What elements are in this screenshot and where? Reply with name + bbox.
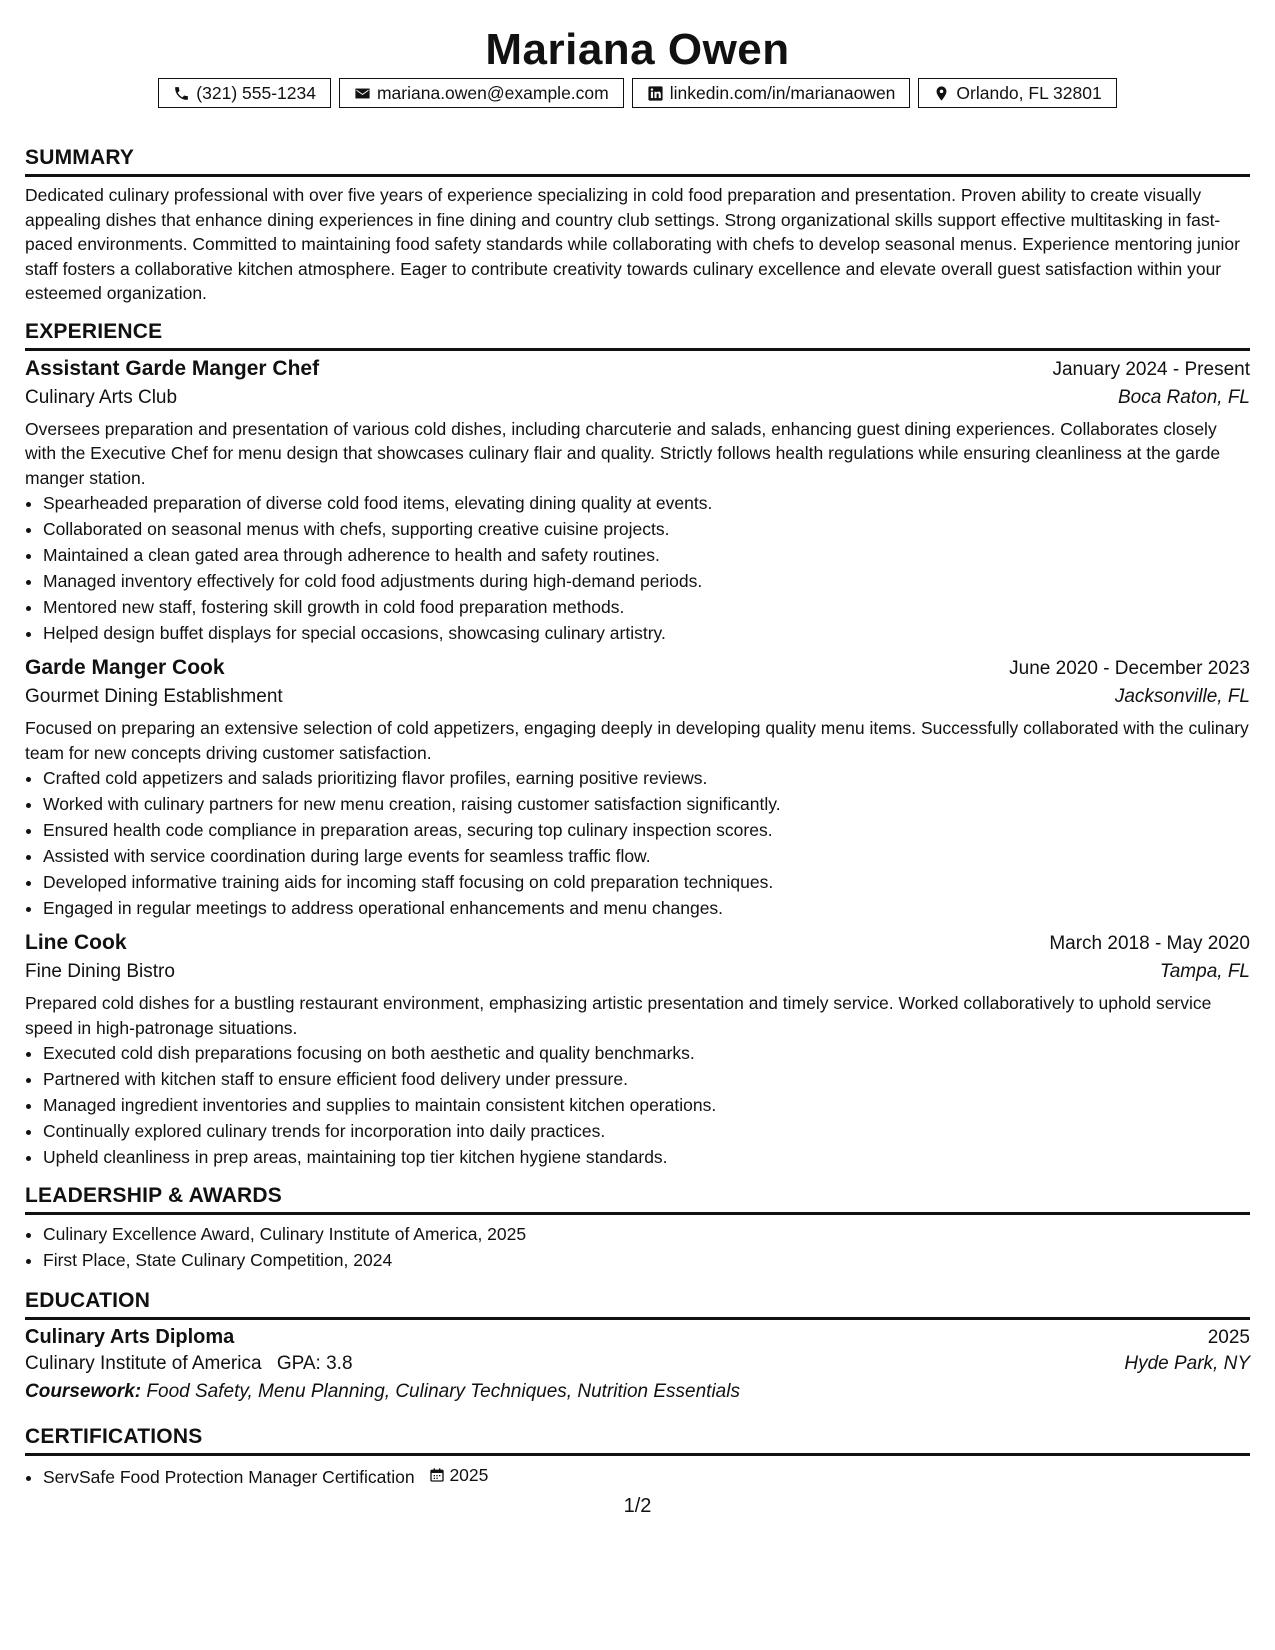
graduation-year: 2025 bbox=[1207, 1327, 1250, 1348]
job-location: Tampa, FL bbox=[1159, 961, 1250, 982]
job-description: Focused on preparing an extensive selection of cold appetizers, engaging deeply in developing quality menu items. Successfully collaborated with the culinary team for new concepts driving customer satisfaction. bbox=[25, 718, 1249, 763]
list-item: • Collaborated on seasonal menus with chefs, supporting creative cuisine projects. bbox=[43, 516, 1250, 542]
page-number: 1/2 bbox=[623, 1495, 652, 1517]
list-item: • Upheld cleanliness in prep areas, maintaining top tier kitchen hygiene standards. bbox=[43, 1144, 1250, 1170]
section-title-experience: EXPERIENCE bbox=[25, 320, 1250, 351]
job-location: Jacksonville, FL bbox=[1114, 686, 1250, 707]
school-location: Hyde Park, NY bbox=[1124, 1353, 1250, 1374]
summary-text: Dedicated culinary professional with over five years of experience specializing in cold food preparation and presentation. Proven ability to create visually appealing dishes that enhance dining experiences in fine dining and country club settings. Strong organizational skills support effective multitasking in fast-paced environments. Committed to maintaining food safety standards while collaborating with chefs to develop seasonal menus. Experience mentoring junior staff fosters a collaborative kitchen atmosphere. Eager to contribute creativity towards culinary excellence and elevate overall guest satisfaction within your esteemed organization. bbox=[25, 185, 1240, 303]
contact-bar bbox=[25, 78, 1250, 108]
award-list bbox=[25, 1221, 1250, 1273]
list-item: • Worked with culinary partners for new menu creation, raising customer satisfaction significantly. bbox=[43, 791, 1250, 817]
list-item: • Mentored new staff, fostering skill growth in cold food preparation methods. bbox=[43, 594, 1250, 620]
job-bullets bbox=[25, 490, 1250, 646]
job-org: Culinary Arts Club bbox=[25, 386, 178, 408]
job-entry bbox=[25, 656, 1250, 921]
phone-chip[interactable] bbox=[158, 78, 331, 108]
certification-year: 2025 bbox=[449, 1465, 489, 1485]
job-title: Assistant Garde Manger Chef bbox=[25, 356, 320, 380]
location-text: Orlando, FL 32801 bbox=[956, 82, 1102, 103]
coursework-list: Food Safety, Menu Planning, Culinary Techniques, Nutrition Essentials bbox=[146, 1381, 740, 1402]
map-pin-icon bbox=[933, 85, 950, 102]
experience-section bbox=[25, 320, 1250, 1171]
job-dates: June 2020 - December 2023 bbox=[1009, 658, 1250, 679]
phone-icon bbox=[173, 85, 190, 102]
linkedin-text: linkedin.com/in/marianaowen bbox=[669, 82, 896, 103]
section-title-education: EDUCATION bbox=[25, 1289, 1250, 1320]
list-item: • Assisted with service coordination during large events for seamless traffic flow. bbox=[43, 843, 1250, 869]
list-item: • Developed informative training aids for incoming staff focusing on cold preparation techniques. bbox=[43, 869, 1250, 895]
list-item: • Continually explored culinary trends for incorporation into daily practices. bbox=[43, 1118, 1250, 1144]
location-chip bbox=[918, 78, 1116, 108]
list-item: • Maintained a clean gated area through adherence to health and safety routines. bbox=[43, 542, 1250, 568]
certification-list bbox=[25, 1462, 1250, 1490]
list-item: • Ensured health code compliance in preparation areas, securing top culinary inspection scores. bbox=[43, 817, 1250, 843]
email-text: mariana.owen@example.com bbox=[376, 82, 609, 103]
job-title: Line Cook bbox=[25, 931, 127, 954]
envelope-icon bbox=[354, 85, 371, 102]
list-item: • Engaged in regular meetings to address operational enhancements and menu changes. bbox=[43, 895, 1250, 921]
certification-name: ServSafe Food Protection Manager Certification bbox=[43, 1467, 415, 1487]
job-bullets bbox=[25, 765, 1250, 921]
certifications-section bbox=[25, 1425, 1250, 1490]
job-org: Gourmet Dining Establishment bbox=[25, 686, 283, 707]
resume-page bbox=[25, 0, 1250, 1490]
leadership-section bbox=[25, 1184, 1250, 1273]
job-entry bbox=[25, 931, 1250, 1170]
list-item: • Spearheaded preparation of diverse cold food items, elevating dining quality at events. bbox=[43, 490, 1250, 516]
gpa: GPA: 3.8 bbox=[276, 1353, 353, 1374]
list-item: • Helped design buffet displays for special occasions, showcasing culinary artistry. bbox=[43, 620, 1250, 646]
list-item: • Managed ingredient inventories and supplies to maintain consistent kitchen operations. bbox=[43, 1092, 1250, 1118]
linkedin-icon bbox=[647, 85, 664, 102]
coursework-label: Coursework: bbox=[25, 1381, 142, 1402]
list-item: • Culinary Excellence Award, Culinary Institute of America, 2025 bbox=[43, 1221, 1250, 1247]
job-title: Garde Manger Cook bbox=[25, 656, 225, 679]
list-item: • Managed inventory effectively for cold food adjustments during high-demand periods. bbox=[43, 568, 1250, 594]
school-name: Culinary Institute of America bbox=[25, 1353, 262, 1374]
job-dates: January 2024 - Present bbox=[1052, 358, 1250, 380]
job-location: Boca Raton, FL bbox=[1117, 386, 1250, 408]
email-chip[interactable] bbox=[339, 78, 624, 108]
section-title-certifications: CERTIFICATIONS bbox=[25, 1425, 1250, 1456]
list-item bbox=[43, 1462, 1250, 1490]
list-item: • Crafted cold appetizers and salads prioritizing flavor profiles, earning positive reviews. bbox=[43, 765, 1250, 791]
calendar-icon bbox=[429, 1467, 445, 1483]
coursework bbox=[25, 1381, 1250, 1403]
linkedin-chip[interactable] bbox=[632, 78, 911, 108]
phone-text: (321) 555-1234 bbox=[196, 82, 316, 103]
job-description: Prepared cold dishes for a bustling restaurant environment, emphasizing artistic presentation and timely service. Worked collaboratively to uphold service speed in high-patronage situations. bbox=[25, 993, 1212, 1038]
job-entry bbox=[25, 357, 1250, 647]
list-item: • Partnered with kitchen staff to ensure efficient food delivery under pressure. bbox=[43, 1066, 1250, 1092]
section-title-leadership: LEADERSHIP & AWARDS bbox=[25, 1184, 1250, 1215]
summary-section bbox=[25, 146, 1250, 306]
education-section bbox=[25, 1289, 1250, 1403]
list-item: • First Place, State Culinary Competition, 2024 bbox=[43, 1247, 1250, 1273]
job-org: Fine Dining Bistro bbox=[25, 961, 175, 982]
job-dates: March 2018 - May 2020 bbox=[1049, 933, 1250, 954]
section-title-summary: SUMMARY bbox=[25, 146, 1250, 177]
list-item: • Executed cold dish preparations focusing on both aesthetic and quality benchmarks. bbox=[43, 1040, 1250, 1066]
job-bullets bbox=[25, 1040, 1250, 1170]
degree-title: Culinary Arts Diploma bbox=[25, 1326, 235, 1348]
candidate-name: Mariana Owen bbox=[485, 25, 790, 74]
job-description: Oversees preparation and presentation of various cold dishes, including charcuterie and salads, enhancing guest dining experiences. Collaborates closely with the Executive Chef for menu design that showcases culinary flair and quality. Strictly follows health regulations while ensuring cleanliness at the garde manger station. bbox=[25, 418, 1221, 488]
